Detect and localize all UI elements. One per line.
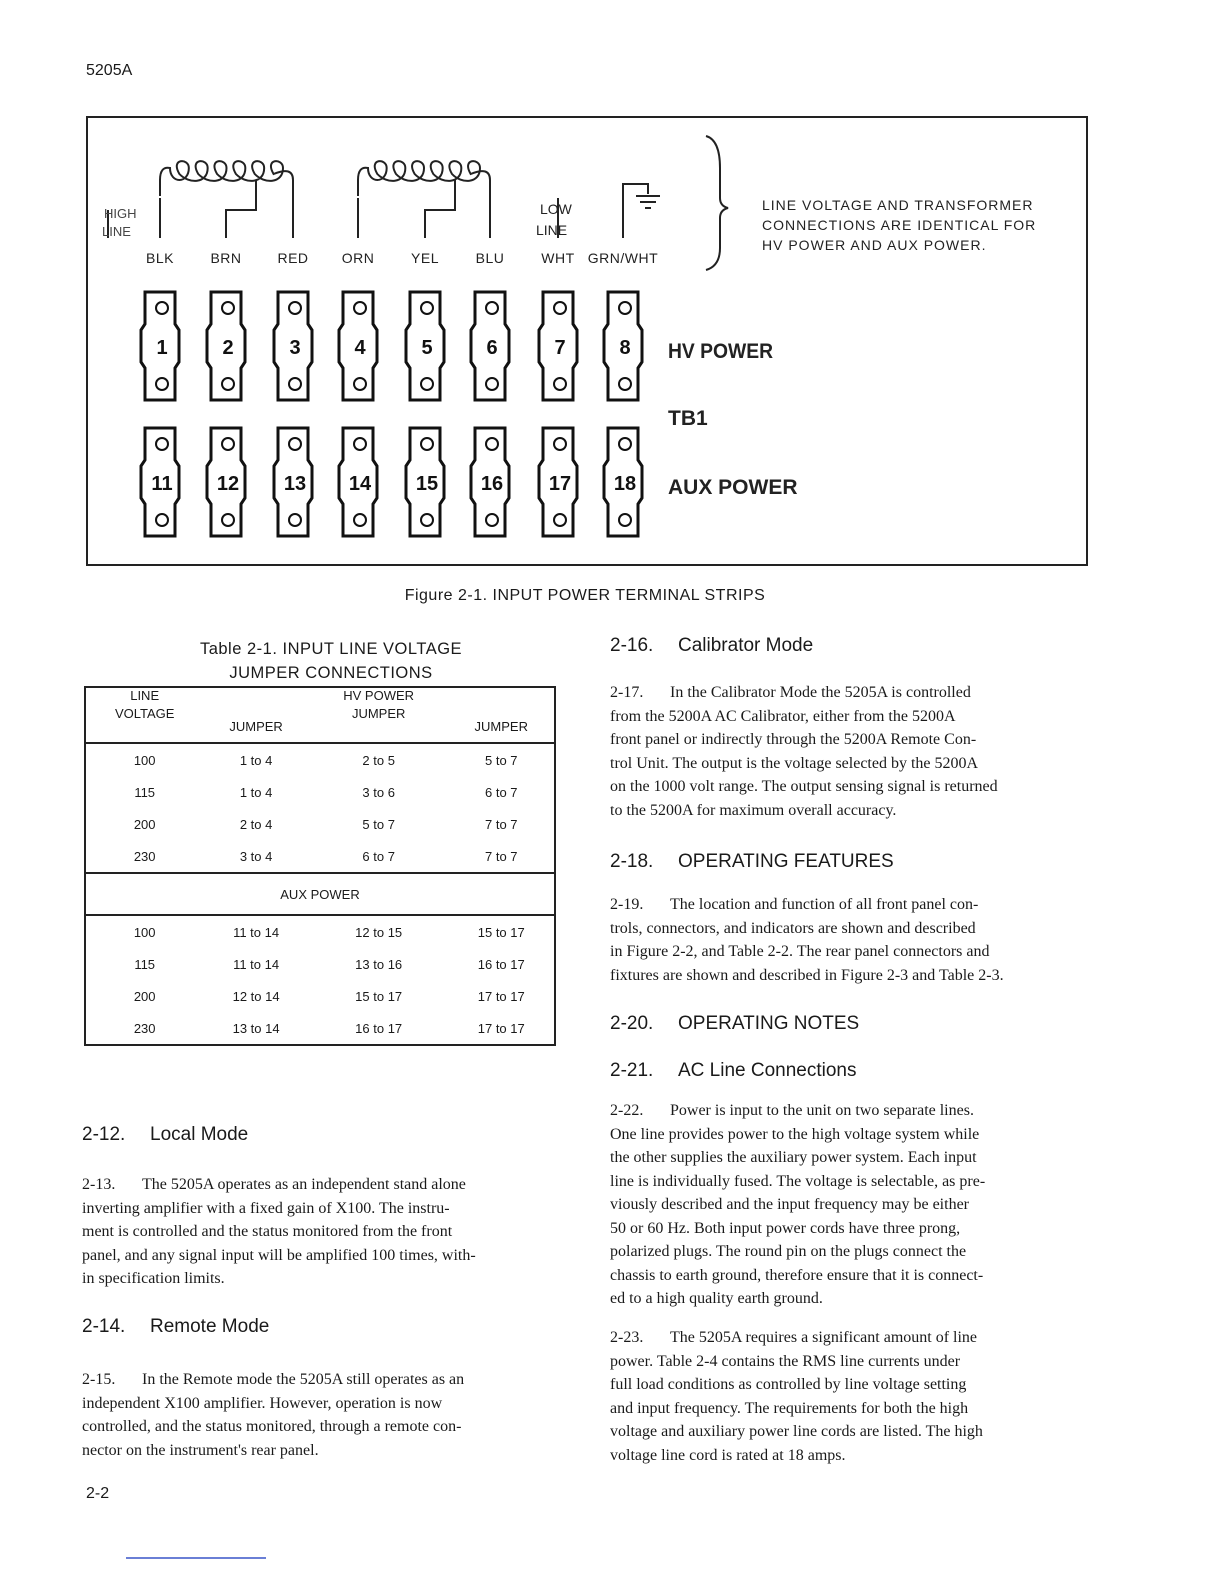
hv-table-cell: 100 [133, 752, 156, 768]
wire-color-label: BLU [475, 250, 505, 266]
aux-table-row [86, 980, 554, 1012]
terminal-strip-diagram [88, 118, 1090, 568]
aux-table-cell: 15 to 17 [477, 924, 525, 940]
paragraph-2-17 [610, 681, 1110, 822]
wire-color-label: BRN [210, 250, 242, 266]
aux-table-cell: 12 to 14 [232, 988, 280, 1004]
aux-table-row [86, 915, 554, 948]
terminal-number: 8 [619, 337, 631, 359]
paragraph-line: full load conditions as controlled by line voltage setting [610, 1376, 967, 1393]
section-number: 2-14. [82, 1316, 126, 1337]
paragraph-2-13 [82, 1173, 572, 1291]
table-title-line1: Table 2-1. INPUT LINE VOLTAGE [199, 640, 463, 658]
section-number: 2-18. [610, 851, 654, 872]
hv-table-row [86, 744, 554, 776]
terminal [274, 428, 312, 536]
center-tap-wire [226, 180, 256, 238]
terminal-number: 12 [216, 473, 240, 495]
aux-table-cell: 13 to 16 [355, 956, 403, 972]
paragraph-line: voltage line cord is rated at 18 amps. [610, 1446, 846, 1464]
section-2-16 [610, 635, 813, 657]
page-header-model: 5205A [86, 62, 133, 79]
paragraph-line: 2-19. The location and function of all front panel con- [610, 893, 1110, 917]
paragraph-line: 2-13. The 5205A operates as an independent stand alone [82, 1173, 572, 1197]
section-title: OPERATING NOTES [678, 1013, 860, 1034]
paragraph-number: 2-22. [610, 1102, 644, 1119]
paragraph-number: 2-23. [610, 1329, 644, 1346]
terminal [274, 292, 312, 400]
section-title: AC Line Connections [678, 1060, 857, 1081]
transformer-note: HV POWER AND AUX POWER. [762, 237, 987, 253]
aux-table-cell: 15 to 17 [355, 988, 403, 1004]
terminal [471, 292, 509, 400]
col-line-label: LINE [130, 688, 160, 703]
terminal-number: 16 [480, 473, 504, 495]
aux-table-cell: 115 [134, 956, 156, 972]
aux-table-cell: 16 to 17 [477, 956, 525, 972]
paragraph-2-23 [610, 1326, 1110, 1467]
section-2-21 [610, 1060, 857, 1082]
col-jumper-2: JUMPER [351, 706, 406, 721]
hv-table-cell: 1 to 4 [239, 752, 273, 768]
paragraph-line: and input frequency. The requirements for both the high [610, 1399, 969, 1417]
col-voltage-label: VOLTAGE [114, 706, 175, 721]
aux-table-cell: 230 [133, 1020, 156, 1036]
paragraph-line: ment is controlled and the status monitored from the front [82, 1223, 453, 1240]
paragraph-line: viously described and the input frequency may be either [610, 1196, 969, 1213]
terminal-number: 4 [354, 337, 366, 359]
terminal-number: 15 [415, 473, 439, 495]
paragraph-line: in specification limits. [82, 1270, 225, 1287]
terminal [207, 428, 245, 536]
ground-wire [623, 184, 648, 238]
section-number: 2-12. [82, 1124, 126, 1145]
terminal [141, 428, 179, 536]
aux-table-cell: 12 to 15 [355, 924, 403, 940]
paragraph-line: front panel or indirectly through the 5200A Remote Con- [610, 731, 977, 748]
paragraph-line: trol Unit. The output is the voltage selected by the 5200A [610, 754, 979, 772]
terminal [406, 292, 444, 400]
paragraph-line: 2-17. In the Calibrator Mode the 5205A is controlled [610, 681, 1110, 705]
paragraph-line: 2-22. Power is input to the unit on two separate lines. [610, 1099, 1110, 1123]
terminal [539, 292, 577, 400]
section-number: 2-21. [610, 1060, 654, 1081]
paragraph-number: 2-13. [82, 1176, 116, 1193]
section-2-18 [610, 851, 894, 873]
figure-2-1 [86, 116, 1088, 566]
terminal-number: 14 [348, 473, 372, 495]
hv-table-cell: 1 to 4 [239, 784, 273, 800]
terminal-number: 11 [151, 473, 173, 495]
paragraph-number: 2-15. [82, 1371, 116, 1388]
wire-color-label: GRN/WHT [587, 250, 659, 266]
paragraph-line: on the 1000 volt range. The output sensing signal is returned [610, 778, 998, 795]
section-title: Calibrator Mode [678, 635, 814, 656]
paragraph-line: inverting amplifier with a fixed gain of X100. The instru- [82, 1199, 450, 1217]
hv-table-cell: 3 to 6 [362, 784, 395, 800]
section-title: Remote Mode [150, 1316, 270, 1337]
col-jumper-1: JUMPER [229, 719, 283, 734]
paragraph-line: fixtures are shown and described in Figure 2-3 and Table 2-3. [610, 966, 1004, 984]
center-tap-wire [425, 180, 455, 238]
section-2-12 [82, 1124, 248, 1146]
terminal-number: 5 [421, 337, 433, 359]
aux-power-label: AUX POWER [668, 476, 798, 499]
paragraph-line: the other supplies the auxiliary power system. Each input [610, 1149, 977, 1166]
paragraph-line: from the 5200A AC Calibrator, either from the 5200A [610, 707, 956, 725]
hv-table-cell: 230 [133, 848, 156, 864]
hv-power-label: HV POWER [668, 340, 774, 364]
section-2-14 [82, 1316, 269, 1338]
low-line-label: LOW [540, 201, 572, 217]
hv-table-cell: 2 to 5 [362, 752, 395, 768]
wire-color-label: RED [277, 250, 309, 266]
aux-table-row [86, 948, 554, 980]
terminal-number: 2 [222, 337, 234, 359]
wire-color-label: ORN [341, 250, 375, 266]
terminal [141, 292, 179, 400]
transformer-coil [160, 161, 293, 208]
aux-table-cell: 11 to 14 [233, 956, 280, 972]
hv-table-cell: 115 [134, 784, 156, 800]
hv-table-row [86, 808, 554, 840]
hv-table-cell: 3 to 4 [239, 848, 273, 864]
table-title [86, 637, 576, 685]
hv-table-row [86, 840, 554, 873]
aux-table-cell: 17 to 17 [477, 988, 525, 1004]
terminal-number: 7 [554, 337, 566, 359]
section-title: Local Mode [150, 1124, 249, 1145]
paragraph-line: 2-15. In the Remote mode the 5205A still operates as an [82, 1368, 572, 1392]
col-hv-power-label: HV POWER [343, 688, 415, 703]
paragraph-line: chassis to earth ground, therefore ensure that it is connect- [610, 1266, 984, 1284]
hv-table-cell: 7 to 7 [484, 816, 518, 832]
aux-power-heading: AUX POWER [86, 874, 554, 915]
terminal [339, 428, 377, 536]
high-line-label: LINE [102, 224, 131, 239]
transformer-note: LINE VOLTAGE AND TRANSFORMER [762, 197, 1034, 213]
paragraph-line: 2-23. The 5205A requires a significant amount of line [610, 1326, 1110, 1350]
aux-table-cell: 17 to 17 [477, 1020, 525, 1036]
paragraph-number: 2-17. [610, 684, 644, 701]
aux-table-cell: 100 [133, 924, 156, 940]
paragraph-line: panel, and any signal input will be amplified 100 times, with- [82, 1246, 476, 1264]
figure-caption: Figure 2-1. INPUT POWER TERMINAL STRIPS [404, 587, 766, 604]
hv-table-row [86, 776, 554, 808]
paragraph-number: 2-19. [610, 896, 644, 913]
paragraph-line: voltage and auxiliary power line cords are listed. The high [610, 1423, 983, 1440]
section-number: 2-16. [610, 635, 654, 656]
hv-table-cell: 200 [133, 816, 156, 832]
section-title: OPERATING FEATURES [678, 851, 894, 872]
paragraph-line: trols, connectors, and indicators are shown and described [610, 919, 976, 937]
wire-color-label: YEL [411, 250, 439, 266]
paragraph-2-15 [82, 1368, 572, 1462]
terminal-number: 1 [156, 337, 168, 359]
paragraph-line: to the 5200A for maximum overall accuracy. [610, 801, 897, 819]
high-line-label: HIGH [104, 206, 137, 221]
paragraph-line: line is individually fused. The voltage is selectable, as pre- [610, 1172, 986, 1190]
page-number: 2-2 [86, 1485, 110, 1502]
hv-table-cell: 5 to 7 [484, 752, 518, 768]
terminal [339, 292, 377, 400]
terminal [471, 428, 509, 536]
hv-table-cell: 6 to 7 [362, 848, 395, 864]
brace [706, 136, 728, 270]
aux-table-cell: 200 [133, 988, 156, 1004]
paragraph-line: controlled, and the status monitored, through a remote con- [82, 1418, 462, 1435]
terminal-number: 17 [548, 473, 572, 495]
terminal-number: 18 [613, 473, 637, 495]
terminal [406, 428, 444, 536]
paragraph-line: nector on the instrument's rear panel. [82, 1441, 319, 1459]
aux-table-row [86, 1012, 554, 1044]
paragraph-line: 50 or 60 Hz. Both input power cords have three prong, [610, 1219, 961, 1237]
paragraph-line: in Figure 2-2, and Table 2-2. The rear panel connectors and [610, 943, 990, 960]
transformer-note: CONNECTIONS ARE IDENTICAL FOR [762, 217, 1037, 233]
footer-rule [126, 1557, 266, 1559]
terminal [604, 428, 642, 536]
hv-table-cell: 5 to 7 [362, 816, 395, 832]
transformer-coil [358, 161, 490, 208]
table-title-line2: JUMPER CONNECTIONS [229, 664, 433, 682]
aux-table-cell: 11 to 14 [233, 924, 280, 940]
wire-color-label: BLK [146, 250, 174, 266]
terminal [539, 428, 577, 536]
terminal-number: 3 [289, 337, 301, 359]
paragraph-line: independent X100 amplifier. However, operation is now [82, 1394, 443, 1412]
paragraph-line: power. Table 2-4 contains the RMS line currents under [610, 1352, 961, 1370]
aux-table-cell: 16 to 17 [355, 1020, 403, 1036]
terminal-number: 6 [486, 337, 498, 359]
jumper-connections-table [84, 686, 556, 1046]
col-jumper-3: JUMPER [474, 719, 528, 734]
paragraph-line: polarized plugs. The round pin on the plugs connect the [610, 1243, 967, 1260]
hv-table-cell: 7 to 7 [484, 848, 518, 864]
hv-table-cell: 2 to 4 [239, 816, 273, 832]
wire-color-label: WHT [541, 250, 575, 266]
section-2-20 [610, 1013, 859, 1035]
terminal [604, 292, 642, 400]
paragraph-line: ed to a high quality earth ground. [610, 1290, 823, 1307]
terminal-number: 13 [283, 473, 307, 495]
low-line-label: LINE [536, 222, 568, 238]
tb1-label: TB1 [668, 407, 708, 430]
paragraph-line: One line provides power to the high voltage system while [610, 1125, 980, 1143]
section-number: 2-20. [610, 1013, 654, 1034]
paragraph-2-19 [610, 893, 1110, 987]
paragraph-2-22 [610, 1099, 1110, 1311]
terminal [207, 292, 245, 400]
hv-table-cell: 6 to 7 [484, 784, 518, 800]
aux-table-cell: 13 to 14 [232, 1020, 280, 1036]
